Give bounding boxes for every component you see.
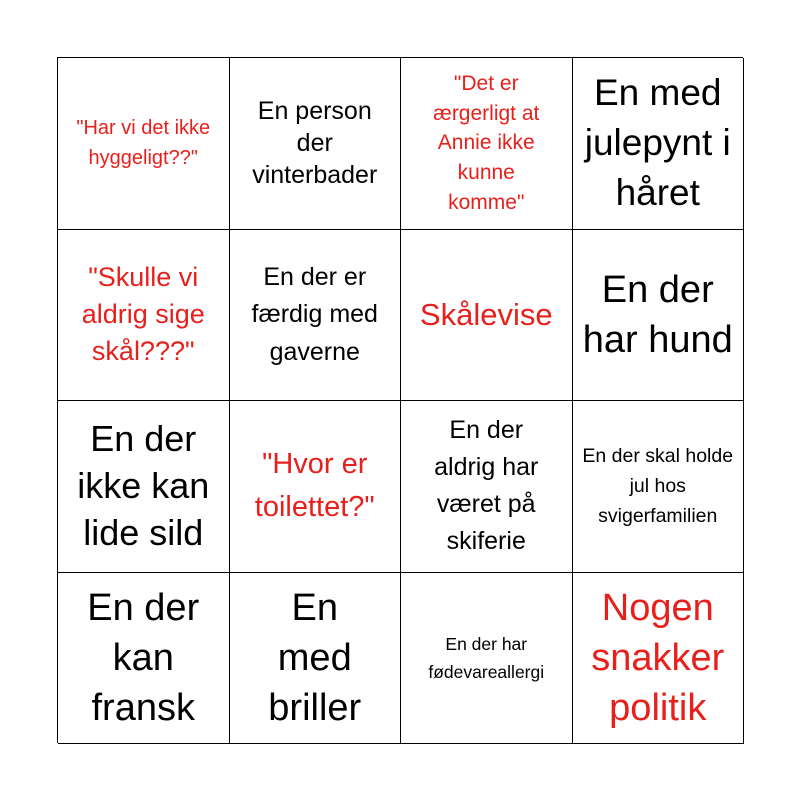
bingo-cell-text: En der aldrig har været på skiferie bbox=[434, 416, 539, 556]
bingo-cell-text: En der kan fransk bbox=[87, 586, 200, 729]
bingo-cell bbox=[573, 401, 745, 573]
bingo-cell-text: "Hvor er toilettet?" bbox=[254, 447, 375, 524]
bingo-cell bbox=[58, 58, 230, 230]
bingo-cell bbox=[58, 230, 230, 402]
bingo-cell bbox=[401, 58, 573, 230]
bingo-cell bbox=[230, 58, 402, 230]
bingo-cell bbox=[573, 58, 745, 230]
bingo-cell bbox=[401, 230, 573, 402]
bingo-cell bbox=[401, 401, 573, 573]
bingo-cell-text: En med briller bbox=[268, 586, 362, 729]
bingo-cell-text: En person der vinterbader bbox=[252, 97, 378, 190]
bingo-cell-text: "Det er ærgerligt at Annie ikke kunne komme" bbox=[433, 71, 540, 214]
bingo-cell bbox=[573, 573, 745, 745]
bingo-cell bbox=[58, 401, 230, 573]
bingo-cell bbox=[230, 573, 402, 745]
bingo-cell-text: En der skal holde jul hos svigerfamilien bbox=[582, 444, 734, 528]
bingo-cell-text: Nogen snakker politik bbox=[591, 586, 725, 729]
bingo-cell-text: En der er færdig med gaverne bbox=[251, 262, 378, 366]
bingo-cell bbox=[230, 230, 402, 402]
bingo-cell-text: En der ikke kan lide sild bbox=[77, 418, 210, 553]
bingo-cell bbox=[230, 401, 402, 573]
bingo-cell bbox=[401, 573, 573, 745]
bingo-board bbox=[57, 57, 743, 743]
bingo-cell-text: Skålevise bbox=[419, 296, 553, 332]
bingo-cell-text: En der har fødevareallergi bbox=[428, 633, 545, 682]
bingo-cell bbox=[58, 573, 230, 745]
bingo-cell-text: En med julepynt i håret bbox=[584, 71, 731, 214]
bingo-cell-text: "Skulle vi aldrig sige skål???" bbox=[81, 261, 205, 367]
bingo-cell-text: En der har hund bbox=[582, 268, 733, 361]
bingo-cell-text: "Har vi det ikke hyggeligt??" bbox=[76, 117, 211, 170]
bingo-cell bbox=[573, 230, 745, 402]
